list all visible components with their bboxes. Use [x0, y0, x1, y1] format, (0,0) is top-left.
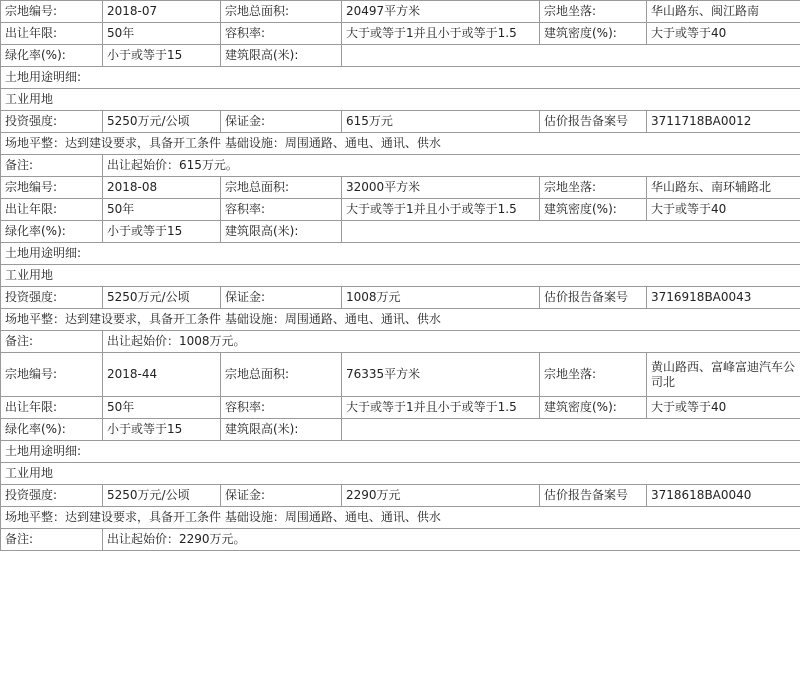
total-area-label: 宗地总面积:: [221, 1, 342, 23]
location-label: 宗地坐落:: [540, 177, 647, 199]
height-limit-label: 建筑限高(米):: [221, 221, 342, 243]
appraisal-no-value: 3711718BA0012: [647, 111, 800, 133]
plot-ratio-value: 大于或等于1并且小于或等于1.5: [342, 397, 540, 419]
parcel-2-row-green: [1, 221, 800, 243]
remark-label: 备注:: [1, 529, 103, 551]
use-detail-label: 土地用途明细:: [1, 243, 800, 265]
parcel-no-label: 宗地编号:: [1, 353, 103, 397]
appraisal-no-value: 3718618BA0040: [647, 485, 800, 507]
parcel-no-value: 2018-08: [103, 177, 221, 199]
investment-value: 5250万元/公顷: [103, 111, 221, 133]
location-value: 黄山路西、富峰富迪汽车公司北: [647, 353, 800, 397]
parcel-3-row-land-use: [1, 463, 800, 485]
term-label: 出让年限:: [1, 199, 103, 221]
land-use-value: 工业用地: [1, 463, 800, 485]
use-detail-label: 土地用途明细:: [1, 441, 800, 463]
location-value: 华山路东、南环辅路北: [647, 177, 800, 199]
total-area-value: 20497平方米: [342, 1, 540, 23]
plot-ratio-value: 大于或等于1并且小于或等于1.5: [342, 23, 540, 45]
parcel-3-row-remark: [1, 529, 800, 551]
height-limit-value: [342, 221, 800, 243]
remark-label: 备注:: [1, 155, 103, 177]
parcel-1-row-basic: [1, 1, 800, 23]
total-area-label: 宗地总面积:: [221, 353, 342, 397]
deposit-label: 保证金:: [221, 287, 342, 309]
land-use-value: 工业用地: [1, 89, 800, 111]
parcel-3-row-terms: [1, 397, 800, 419]
location-label: 宗地坐落:: [540, 1, 647, 23]
appraisal-no-label: 估价报告备案号: [540, 485, 647, 507]
density-label: 建筑密度(%):: [540, 23, 647, 45]
height-limit-value: [342, 45, 800, 67]
term-value: 50年: [103, 397, 221, 419]
parcel-1-row-remark: [1, 155, 800, 177]
conditions-value: 场地平整：达到建设要求，具备开工条件 基础设施：周围通路、通电、通讯、供水: [1, 507, 800, 529]
parcel-1-row-use-detail: [1, 67, 800, 89]
density-value: 大于或等于40: [647, 23, 800, 45]
plot-ratio-label: 容积率:: [221, 397, 342, 419]
parcel-no-label: 宗地编号:: [1, 177, 103, 199]
total-area-value: 76335平方米: [342, 353, 540, 397]
parcel-1-row-land-use: [1, 89, 800, 111]
green-label: 绿化率(%):: [1, 221, 103, 243]
green-label: 绿化率(%):: [1, 45, 103, 67]
deposit-label: 保证金:: [221, 111, 342, 133]
plot-ratio-label: 容积率:: [221, 23, 342, 45]
density-label: 建筑密度(%):: [540, 199, 647, 221]
remark-value: 出让起始价：1008万元。: [103, 331, 800, 353]
location-label: 宗地坐落:: [540, 353, 647, 397]
investment-label: 投资强度:: [1, 111, 103, 133]
term-label: 出让年限:: [1, 397, 103, 419]
height-limit-value: [342, 419, 800, 441]
parcel-no-value: 2018-07: [103, 1, 221, 23]
appraisal-no-label: 估价报告备案号: [540, 111, 647, 133]
parcel-2-row-remark: [1, 331, 800, 353]
deposit-value: 615万元: [342, 111, 540, 133]
deposit-value: 2290万元: [342, 485, 540, 507]
height-limit-label: 建筑限高(米):: [221, 45, 342, 67]
parcel-2-row-use-detail: [1, 243, 800, 265]
parcel-1-row-conditions: [1, 133, 800, 155]
investment-label: 投资强度:: [1, 485, 103, 507]
height-limit-label: 建筑限高(米):: [221, 419, 342, 441]
parcel-3-row-finance: [1, 485, 800, 507]
parcel-1-row-green: [1, 45, 800, 67]
parcel-1-row-finance: [1, 111, 800, 133]
investment-label: 投资强度:: [1, 287, 103, 309]
density-value: 大于或等于40: [647, 199, 800, 221]
parcel-2-row-terms: [1, 199, 800, 221]
appraisal-no-value: 3716918BA0043: [647, 287, 800, 309]
term-value: 50年: [103, 199, 221, 221]
green-value: 小于或等于15: [103, 221, 221, 243]
investment-value: 5250万元/公顷: [103, 485, 221, 507]
plot-ratio-label: 容积率:: [221, 199, 342, 221]
total-area-label: 宗地总面积:: [221, 177, 342, 199]
deposit-value: 1008万元: [342, 287, 540, 309]
parcel-no-value: 2018-44: [103, 353, 221, 397]
density-label: 建筑密度(%):: [540, 397, 647, 419]
land-use-value: 工业用地: [1, 265, 800, 287]
parcel-3-row-green: [1, 419, 800, 441]
use-detail-label: 土地用途明细:: [1, 67, 800, 89]
conditions-value: 场地平整：达到建设要求，具备开工条件 基础设施：周围通路、通电、通讯、供水: [1, 309, 800, 331]
parcel-3-row-use-detail: [1, 441, 800, 463]
remark-value: 出让起始价：2290万元。: [103, 529, 800, 551]
green-label: 绿化率(%):: [1, 419, 103, 441]
density-value: 大于或等于40: [647, 397, 800, 419]
investment-value: 5250万元/公顷: [103, 287, 221, 309]
term-value: 50年: [103, 23, 221, 45]
parcel-1-row-terms: [1, 23, 800, 45]
deposit-label: 保证金:: [221, 485, 342, 507]
parcel-3-row-basic: [1, 353, 800, 397]
remark-label: 备注:: [1, 331, 103, 353]
location-value: 华山路东、闽江路南: [647, 1, 800, 23]
parcel-3-row-conditions: [1, 507, 800, 529]
appraisal-no-label: 估价报告备案号: [540, 287, 647, 309]
green-value: 小于或等于15: [103, 419, 221, 441]
term-label: 出让年限:: [1, 23, 103, 45]
parcel-no-label: 宗地编号:: [1, 1, 103, 23]
parcel-2-row-land-use: [1, 265, 800, 287]
parcel-2-row-conditions: [1, 309, 800, 331]
parcel-2-row-basic: [1, 177, 800, 199]
parcel-2-row-finance: [1, 287, 800, 309]
green-value: 小于或等于15: [103, 45, 221, 67]
plot-ratio-value: 大于或等于1并且小于或等于1.5: [342, 199, 540, 221]
conditions-value: 场地平整：达到建设要求，具备开工条件 基础设施：周围通路、通电、通讯、供水: [1, 133, 800, 155]
remark-value: 出让起始价：615万元。: [103, 155, 800, 177]
total-area-value: 32000平方米: [342, 177, 540, 199]
